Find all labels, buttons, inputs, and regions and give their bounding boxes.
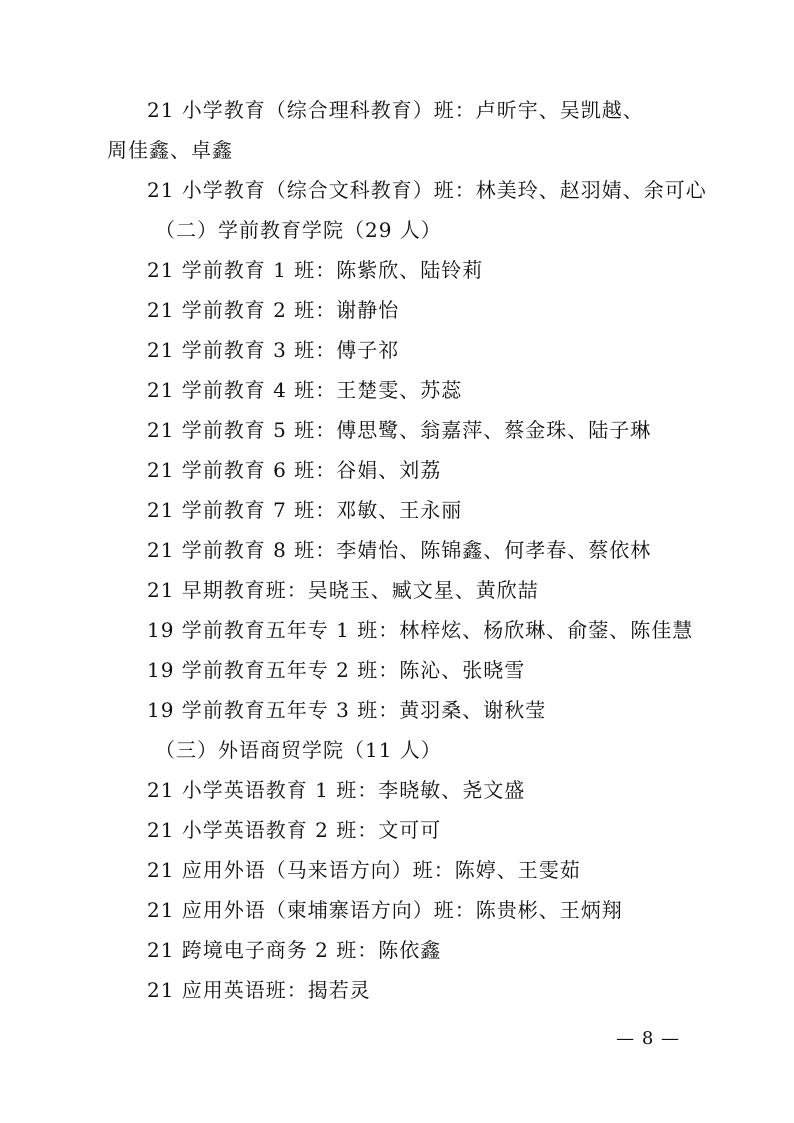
section-heading: （三）外语商贸学院（11 人） xyxy=(155,738,442,762)
text-line: 21 小学英语教育 2 班：文可可 xyxy=(147,818,442,842)
text-line: 21 应用外语（柬埔寨语方向）班：陈贵彬、王炳翔 xyxy=(147,898,623,922)
text-line: 19 学前教育五年专 2 班：陈沁、张晓雪 xyxy=(147,658,526,682)
text-line: 21 学前教育 8 班：李婧怡、陈锦鑫、何孝春、蔡依林 xyxy=(147,538,652,562)
text-line: 周佳鑫、卓鑫 xyxy=(107,138,233,162)
text-line: 21 学前教育 2 班：谢静怡 xyxy=(147,298,400,322)
document-body xyxy=(107,90,707,1010)
text-line: 21 学前教育 7 班：邓敏、王永丽 xyxy=(147,498,463,522)
text-line: 21 学前教育 3 班：傅子祁 xyxy=(147,338,400,362)
text-line: 19 学前教育五年专 3 班：黄羽桑、谢秋莹 xyxy=(147,698,547,722)
text-line: 21 应用英语班：揭若灵 xyxy=(147,978,371,1002)
text-line: 21 小学英语教育 1 班：李晓敏、尧文盛 xyxy=(147,778,526,802)
text-line: 21 小学教育（综合理科教育）班：卢昕宇、吴凯越、 xyxy=(147,98,644,122)
text-line: 21 小学教育（综合文科教育）班：林美玲、赵羽婧、余可心 xyxy=(147,178,707,202)
page-number: — 8 — xyxy=(616,1028,680,1049)
text-line: 21 应用外语（马来语方向）班：陈婷、王雯茹 xyxy=(147,858,581,882)
text-line: 21 学前教育 6 班：谷娟、刘荔 xyxy=(147,458,442,482)
text-line: 21 早期教育班：吴晓玉、臧文星、黄欣喆 xyxy=(147,578,539,602)
text-line: 21 学前教育 4 班：王楚雯、苏蕊 xyxy=(147,378,463,402)
text-line: 21 跨境电子商务 2 班：陈依鑫 xyxy=(147,938,442,962)
section-heading: （二）学前教育学院（29 人） xyxy=(155,218,442,242)
text-line: 21 学前教育 5 班：傅思鹭、翁嘉萍、蔡金珠、陆子琳 xyxy=(147,418,652,442)
text-line: 19 学前教育五年专 1 班：林梓炫、杨欣琳、俞蓥、陈佳慧 xyxy=(147,618,694,642)
text-line: 21 学前教育 1 班：陈紫欣、陆铃莉 xyxy=(147,258,484,282)
